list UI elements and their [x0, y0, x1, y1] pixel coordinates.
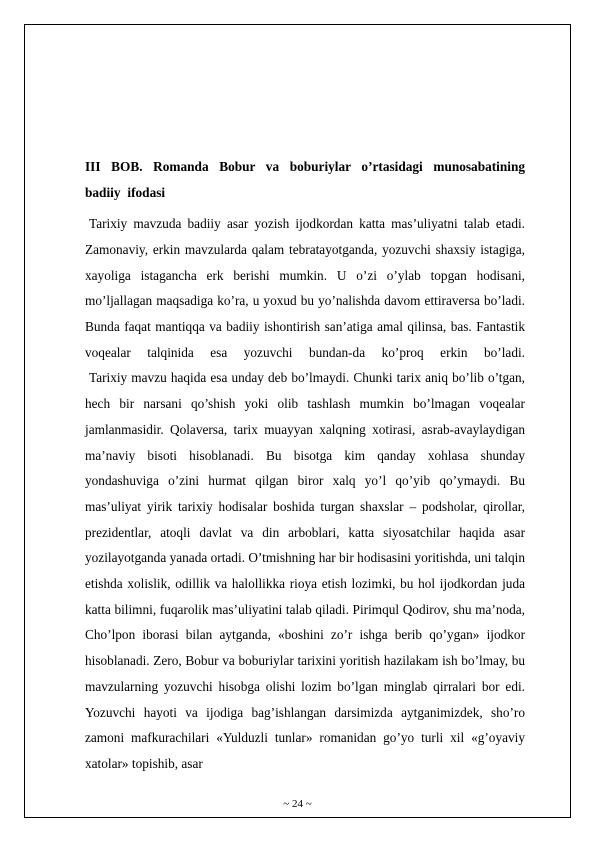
paragraph: Tarixiy mavzuda badiiy asar yozish ijodkordan katta mas’uliyatni talab etadi. Zamonaviy, erkin mavzularda qalam tebratayotganda, yozuvchi shaxsiy istagiga, xayoliga istagancha erk berishi mumkin. U o’zi o’ylab topgan hodisani, mo’ljallagan maqsadiga ko’ra, u yoxud bu yo’nalishda davom ettiraversa bo’ladi. Bunda faqat mantiqqa va badiiy ishontirish san’atiga amal qilinsa, bas. Fantastik voqealar talqinida esa yozuvchi bundan-da ko’proq erkin bo’ladi. — [85, 216, 525, 360]
chapter-title: III BOB. Romanda Bobur va boburiylar o’rtasidagi munosabatining badiiy ifodasi — [85, 159, 525, 200]
paragraph: Tarixiy mavzu haqida esa unday deb bo’lmaydi. Chunki tarix aniq bo’lib o’tgan, hech bir narsani qo’shish yoki olib tashlash mumkin bo’lmagan voqealar jamlanmasidir. Qolaversa, tarix muayyan xalqning xotirasi, asrab-avaylaydigan ma’naviy bisoti hisoblanadi. Bu bisotga kim qanday xohlasa shunday yondashuviga o’zini hurmat qilgan biror xalq yo’l qo’yib qo’ymaydi. Bu mas’uliyat yirik tarixiy hodisalar boshida turgan shaxslar – podsholar, qirollar, prezidentlar, atoqli davlat va din arboblari, katta siyosatchilar haqida asar yozilayotganda yanada ortadi. O’tmishning har bir hodisasini yoritishda, uni talqin etishda xolislik, odillik va halollikka rioya etish lozimki, bu hol ijodkordan juda katta bilimni, fuqarolik mas’uliyatini talab qiladi. Pirimqul Qodirov, shu ma’noda, Cho’lpon iborasi bilan aytganda, «boshini zo’r ishga berib qo’ygan» ijodkor hisoblanadi. Zero, Bobur va boburiylar tarixini yoritish hazilakam ish bo’lmay, bu mavzularning yozuvchi hisobga olishi lozim bo’lgan minglab qirralari bor edi. Yozuvchi hayoti va ijodiga bag’ishlangan darsimizda aytganimizdek, sho’ro zamoni mafkurachilari «Yulduzli tunlar» romanidan go’yo turli xil «g’oyaviy xatolar» topishib, asar — [85, 370, 525, 771]
page-number: ~ 24 ~ — [283, 798, 312, 810]
page-content — [85, 154, 525, 777]
